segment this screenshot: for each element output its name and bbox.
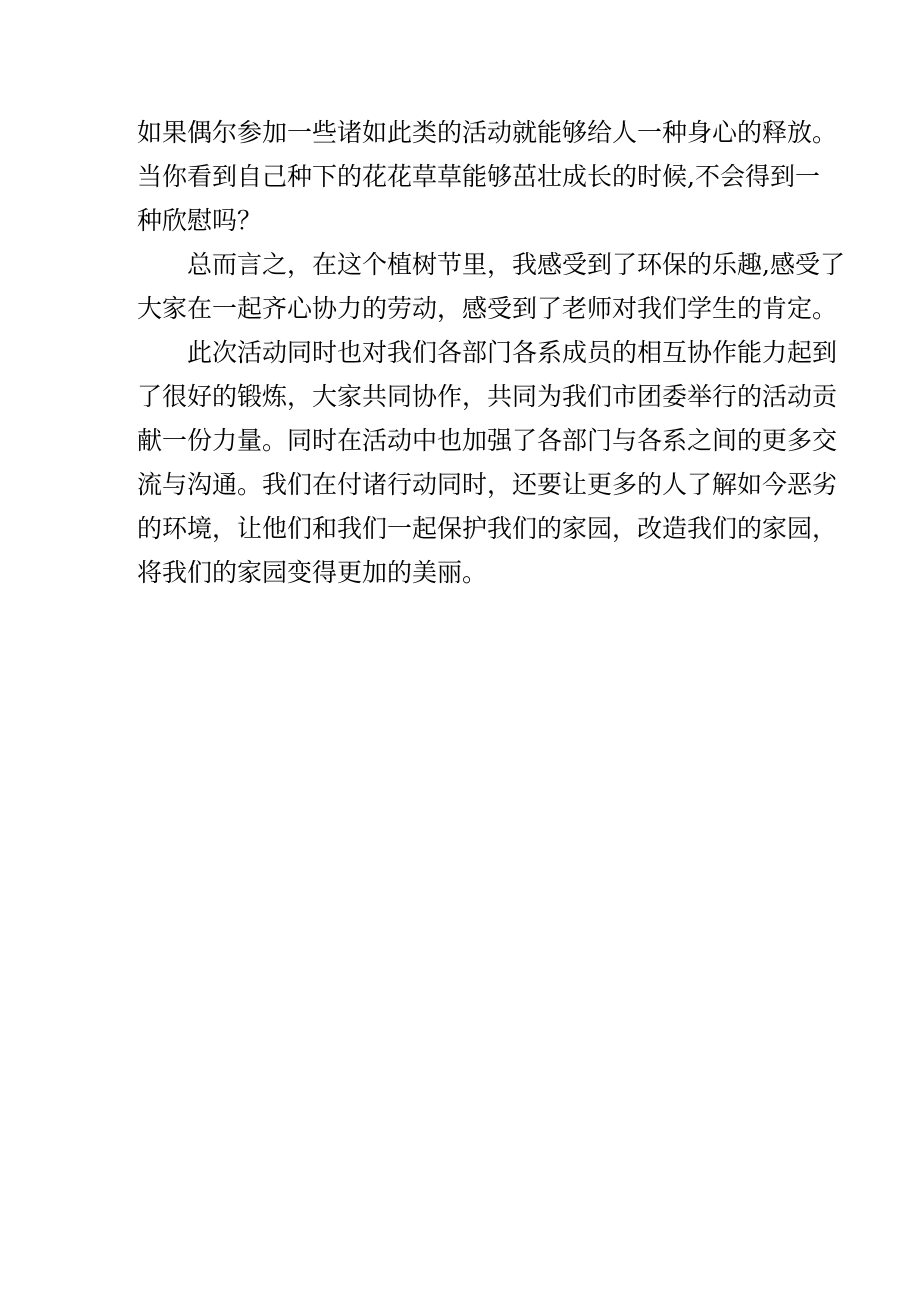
text-line: 大家在一起齐心协力的劳动，感受到了老师对我们学生的肯定。 [137,294,838,323]
paragraph-3 [137,331,838,595]
text-line: 献一份力量。同时在活动中也加强了各部门与各系之间的更多交 [137,426,838,455]
paragraph-1 [137,111,838,243]
text-line: 总而言之，在这个植树节里，我感受到了环保的乐趣,感受了 [137,250,845,279]
text-line: 种欣慰吗？ [137,206,263,235]
text-line: 流与沟通。我们在付诸行动同时，还要让更多的人了解如今恶劣 [137,470,838,499]
text-line: 将我们的家园变得更加的美丽。 [137,558,488,587]
paragraph-2 [137,243,845,331]
document-body [137,111,845,595]
text-line: 了很好的锻炼，大家共同协作，共同为我们市团委举行的活动贡 [137,382,838,411]
text-line: 如果偶尔参加一些诸如此类的活动就能够给人一种身心的释放。 [137,118,838,147]
text-line: 此次活动同时也对我们各部门各系成员的相互协作能力起到 [137,338,838,367]
text-line: 当你看到自己种下的花花草草能够茁壮成长的时候,不会得到一 [137,162,820,191]
text-line: 的环境，让他们和我们一起保护我们的家园，改造我们的家园， [137,514,838,543]
